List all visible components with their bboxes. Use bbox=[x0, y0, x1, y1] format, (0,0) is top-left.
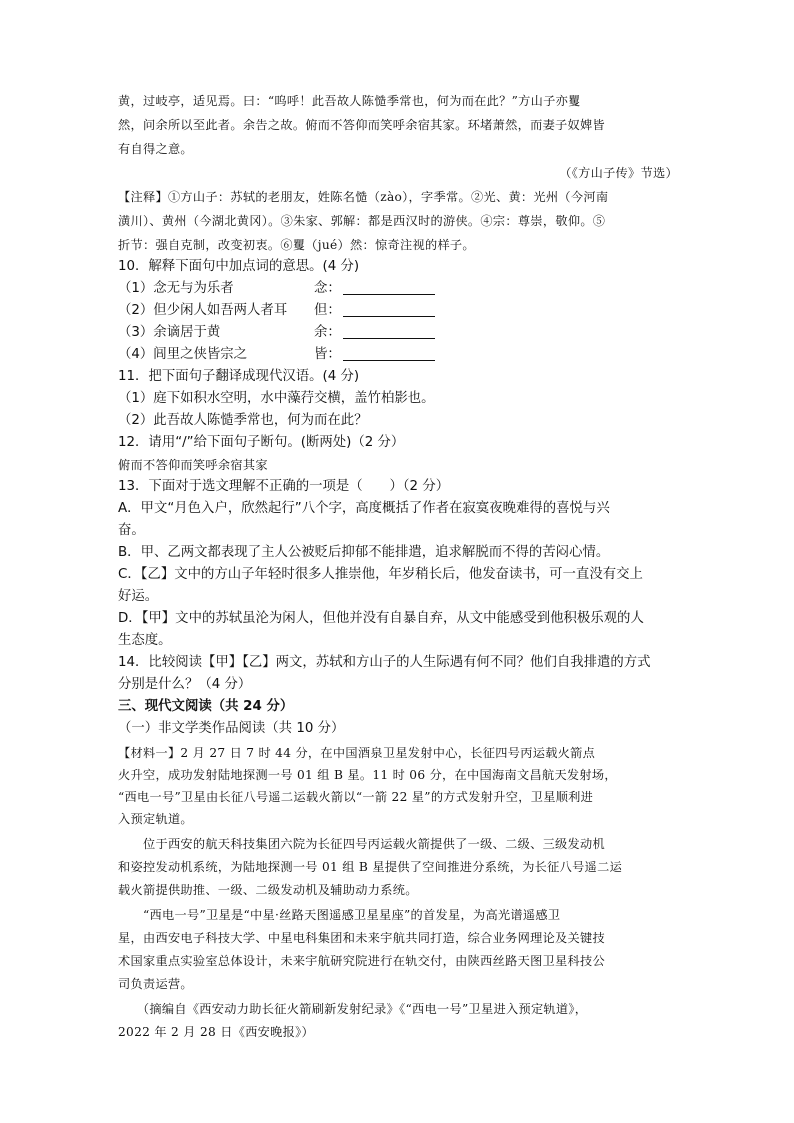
material-line: 火升空，成功发射陆地探测一号 01 组 B 星。11 时 06 分，在中国海南文昌航天发射场， bbox=[118, 768, 617, 782]
section-subtitle: （一）非文学类作品阅读（共 10 分） bbox=[118, 721, 345, 736]
q13-option-line: 好运。 bbox=[118, 589, 159, 604]
q10-item-text: （4）闾里之侠皆宗之 bbox=[118, 347, 248, 362]
passage-line: 有自得之意。 bbox=[118, 142, 193, 156]
q11-item: （1）庭下如积水空明，水中藻荇交横，盖竹柏影也。 bbox=[118, 391, 435, 406]
q10-item bbox=[118, 344, 678, 366]
material-line: 术国家重点实验室总体设计，未来宇航研究院进行在轨交付，由陕西丝路天图卫星科技公 bbox=[118, 954, 606, 968]
q10-answer-label bbox=[314, 278, 435, 300]
answer-blank[interactable] bbox=[343, 324, 435, 339]
q10-title: 10．解释下面句中加点词的意思。(4 分) bbox=[118, 259, 360, 274]
material-line: 载火箭提供助推、一级、二级发动机及辅助动力系统。 bbox=[118, 883, 418, 897]
q14-line: 分别是什么？（4 分） bbox=[118, 677, 252, 692]
q10-item bbox=[118, 278, 678, 300]
material-line: 入预定轨道。 bbox=[118, 812, 193, 826]
q13-option-line: D．【甲】文中的苏轼虽沦为闲人，但他并没有自暴自弃，从文中能感受到他积极乐观的人 bbox=[118, 611, 644, 626]
q13-option-line: 奋。 bbox=[118, 523, 145, 538]
q10-word: 但： bbox=[314, 303, 341, 318]
q13-option-line: B．甲、乙两文都表现了主人公被贬后抑郁不能排遣，追求解脱而不得的苦闷心情。 bbox=[118, 545, 610, 560]
q13-option-line: 生态度。 bbox=[118, 633, 172, 648]
q10-item-text: （3）余谪居于黄 bbox=[118, 325, 221, 340]
q10-word: 皆： bbox=[314, 347, 341, 362]
passage-line: 黄，过岐亭，适见焉。曰：“呜呼！此吾故人陈慥季常也，何为而在此？”方山子亦矍 bbox=[118, 94, 581, 108]
q10-word: 念： bbox=[314, 281, 341, 296]
q10-item bbox=[118, 300, 678, 322]
q10-answer-label bbox=[314, 344, 435, 366]
section-title: 三、现代文阅读（共 24 分） bbox=[118, 699, 294, 714]
material-line: 司负责运营。 bbox=[118, 977, 193, 991]
answer-blank[interactable] bbox=[343, 346, 435, 361]
q12-sentence: 俯而不答仰而笑呼余宿其家 bbox=[118, 458, 268, 472]
material-line: 位于西安的航天科技集团六院为长征四号丙运载火箭提供了一级、二级、三级发动机 bbox=[118, 837, 606, 851]
material-source: 2022 年 2 月 28 日《西安晚报》） bbox=[118, 1025, 315, 1039]
passage-source: （《方山子传》节选） bbox=[559, 166, 678, 180]
q14-line: 14．比较阅读【甲】【乙】两文，苏轼和方山子的人生际遇有何不同？他们自我排遣的方式 bbox=[118, 655, 651, 670]
q10-item bbox=[118, 322, 678, 344]
notes-line: 折节：强自克制，改变初衷。⑥矍（jué）然：惊奇注视的样子。 bbox=[118, 238, 475, 252]
material-line: “西电一号”卫星由长征八号遥二运载火箭以“一箭 22 星”的方式发射升空，卫星顺利进 bbox=[118, 790, 594, 804]
material-line: 星，由西安电子科技大学、中星电科集团和未来宇航共同打造，综合业务网理论及关键技 bbox=[118, 931, 606, 945]
material-line: 和姿控发动机系统，为陆地探测一号 01 组 B 星提供了空间推进分系统，为长征八号遥二运 bbox=[118, 860, 623, 874]
q10-word: 余： bbox=[314, 325, 341, 340]
answer-blank[interactable] bbox=[343, 280, 435, 295]
q10-answer-label bbox=[314, 300, 435, 322]
q12-title: 12．请用“/”给下面句子断句。(断两处)（2 分） bbox=[118, 435, 405, 450]
q10-answer-label bbox=[314, 322, 435, 344]
material-line: “西电一号”卫星是“中星·丝路天图遥感卫星星座”的首发星，为高光谱遥感卫 bbox=[118, 908, 561, 922]
q11-item: （2）此吾故人陈慥季常也，何为而在此？ bbox=[118, 413, 368, 428]
q10-item-text: （2）但少闲人如吾两人者耳 bbox=[118, 303, 288, 318]
material-line: 【材料一】2 月 27 日 7 时 44 分，在中国酒泉卫星发射中心，长征四号丙运载火箭点 bbox=[118, 746, 596, 760]
notes-line: 【注释】①方山子：苏轼的老朋友，姓陈名慥（zào），字季常。②光、黄：光州（今河南 bbox=[118, 190, 609, 204]
material-source: （摘编自《西安动力助长征火箭刷新发射纪录》《“西电一号”卫星进入预定轨道》， bbox=[118, 1002, 588, 1016]
passage-line: 然，问余所以至此者。余告之故。俯而不答仰而笑呼余宿其家。环堵萧然，而妻子奴婢皆 bbox=[118, 118, 606, 132]
q11-title: 11．把下面句子翻译成现代汉语。(4 分) bbox=[118, 369, 360, 384]
q13-option-line: A．甲文“月色入户，欣然起行”八个字，高度概括了作者在寂寞夜晚难得的喜悦与兴 bbox=[118, 501, 610, 516]
notes-line: 潢川）、黄州（今湖北黄冈）。③朱家、郭解：都是西汉时的游侠。④宗：尊崇，敬仰。⑤ bbox=[118, 214, 606, 228]
q10-item-text: （1）念无与为乐者 bbox=[118, 281, 234, 296]
q13-option-line: C．【乙】文中的方山子年轻时很多人推崇他，年岁稍长后，他发奋读书，可一直没有交上 bbox=[118, 567, 643, 582]
answer-blank[interactable] bbox=[343, 302, 435, 317]
q13-title: 13．下面对于选文理解不正确的一项是（ ）（2 分） bbox=[118, 479, 450, 494]
